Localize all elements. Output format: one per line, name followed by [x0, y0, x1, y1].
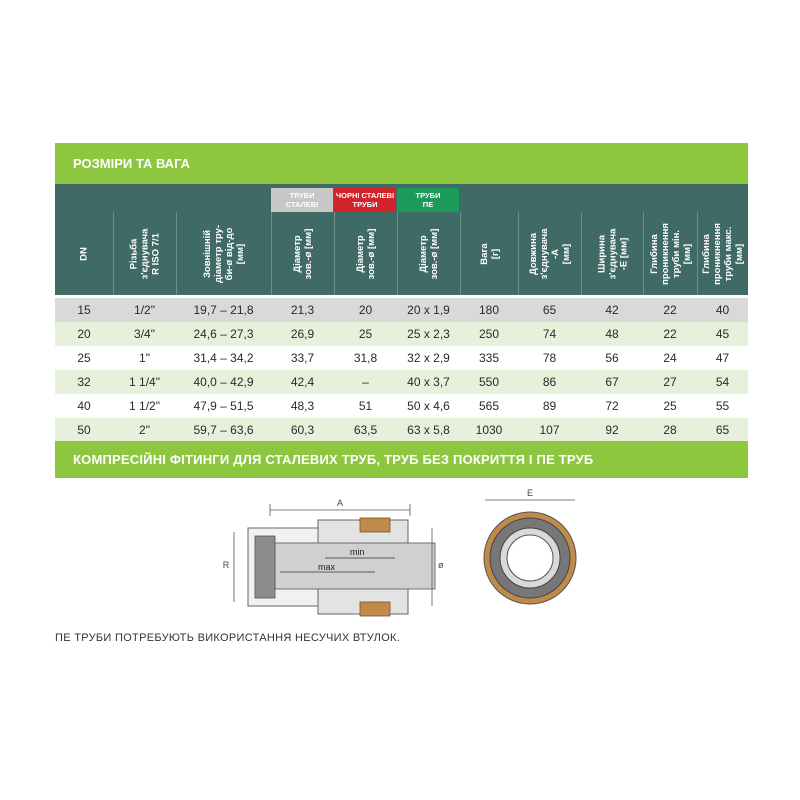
table-cell: 25 x 2,3: [407, 327, 450, 341]
table-cell: 60,3: [290, 423, 315, 437]
table-cell: 40: [715, 303, 730, 317]
table-row: [55, 394, 748, 418]
table-cell: 86: [542, 375, 557, 389]
table-cell: 26,9: [290, 327, 315, 341]
table-cell: 47,9 – 51,5: [193, 399, 254, 413]
table-cell: 1 1/2": [129, 399, 160, 413]
column-header: Ширина з'єднувача -Е [мм]: [581, 212, 643, 295]
fitting-thread-end: [255, 536, 275, 598]
table-cell: 335: [478, 351, 500, 365]
column-header: Глибина проникнення труби макс. [мм]: [697, 212, 748, 295]
table-cell: 107: [539, 423, 560, 437]
column-header: Діаметр зов.-ø [мм]: [397, 212, 460, 295]
section2-title: КОМПРЕСІЙНІ ФІТИНГИ ДЛЯ СТАЛЕВИХ ТРУБ, ТРУБ БЕЗ ПОКРИТТЯ І ПЕ ТРУБ: [55, 441, 748, 478]
dimension-max-label: max: [318, 562, 336, 572]
table-cell: 20 x 1,9: [407, 303, 450, 317]
table-cell: 28: [663, 423, 677, 437]
table-row: [55, 322, 748, 346]
table-row: [55, 298, 748, 322]
table-cell: 22: [663, 327, 677, 341]
dimension-phi-label: ø: [438, 560, 444, 570]
table-cell: 21,3: [290, 303, 315, 317]
table-cell: 89: [542, 399, 557, 413]
table-cell: 63,5: [353, 423, 378, 437]
black-steel-pipes-tag: ЧОРНІ СТАЛЕВІ ТРУБИ: [334, 188, 396, 212]
column-header: Діаметр зов.-ø [мм]: [271, 212, 334, 295]
table-cell: 1030: [475, 423, 503, 437]
table-cell: 31,8: [353, 351, 378, 365]
table-cell: 51: [358, 399, 373, 413]
table-cell: 3/4": [134, 327, 155, 341]
table-cell: 32 x 2,9: [407, 351, 450, 365]
table-cell: 55: [715, 399, 730, 413]
table-cell: 42,4: [290, 375, 315, 389]
table-cell: 20: [77, 327, 91, 341]
table-cell: 25: [663, 399, 677, 413]
footnote: ПЕ ТРУБИ ПОТРЕБУЮТЬ ВИКОРИСТАННЯ НЕСУЧИХ ВТУЛОК.: [55, 632, 401, 644]
table-cell: 59,7 – 63,6: [193, 423, 254, 437]
table-cell: 32: [77, 375, 91, 389]
front-view-bore: [507, 535, 553, 581]
table-cell: 19,7 – 21,8: [193, 303, 254, 317]
column-header: Різьба з'єднувача R ISO 7/1: [113, 212, 176, 295]
table-cell: 50: [77, 423, 91, 437]
table-row: [55, 418, 748, 442]
fitting-diagram: [200, 488, 600, 618]
table-cell: 72: [605, 399, 619, 413]
table-cell: 67: [605, 375, 619, 389]
column-header: Зовнішній діаметр тру- би-ø від-до [мм]: [176, 212, 271, 295]
column-header: Вага [г]: [460, 212, 518, 295]
table-cell: 42: [605, 303, 619, 317]
table-cell: 24: [663, 351, 677, 365]
table-cell: 20: [358, 303, 373, 317]
column-header: Глибина проникнення труби мін. [мм]: [643, 212, 697, 295]
table-cell: 56: [605, 351, 619, 365]
table-cell: 1": [139, 351, 150, 365]
table-cell: 565: [478, 399, 500, 413]
pe-pipes-tag: ТРУБИ ПЕ: [397, 188, 459, 212]
fitting-nut-bottom-thread: [360, 602, 390, 616]
table-cell: 63 x 5,8: [407, 423, 450, 437]
table-cell: 54: [715, 375, 730, 389]
table-cell: 25: [77, 351, 91, 365]
table-cell: 65: [542, 303, 557, 317]
table-cell: 2": [139, 423, 150, 437]
fitting-nut-top-thread: [360, 518, 390, 532]
table-cell: 33,7: [290, 351, 315, 365]
dimension-e-label: E: [526, 488, 534, 498]
column-header: DN: [78, 246, 90, 261]
column-header: Довжина з'єднувача -А [мм]: [518, 212, 581, 295]
table-cell: 74: [542, 327, 557, 341]
dimension-min-label: min: [350, 547, 365, 557]
table-cell: 50 x 4,6: [407, 399, 450, 413]
table-cell: 27: [663, 375, 677, 389]
table-cell: 180: [478, 303, 500, 317]
table-cell: 40,0 – 42,9: [193, 375, 254, 389]
table-cell: 550: [478, 375, 500, 389]
table-cell: –: [362, 375, 369, 389]
table-cell: 92: [605, 423, 619, 437]
table-cell: 48,3: [290, 399, 315, 413]
table-cell: 1 1/4": [129, 375, 160, 389]
table-cell: 40 x 3,7: [407, 375, 450, 389]
table-cell: 24,6 – 27,3: [193, 327, 254, 341]
table-cell: 250: [478, 327, 500, 341]
table-cell: 78: [542, 351, 557, 365]
table-cell: 25: [358, 327, 373, 341]
table-cell: 40: [77, 399, 91, 413]
table-cell: 47: [715, 351, 730, 365]
table-cell: 22: [663, 303, 677, 317]
table-row: [55, 346, 748, 370]
steel-pipes-tag: ТРУБИ СТАЛЕВІ: [271, 188, 333, 212]
table-cell: 65: [715, 423, 730, 437]
table-cell: 1/2": [134, 303, 155, 317]
table-row: [55, 370, 748, 394]
dimension-a-label: A: [336, 498, 344, 508]
section-title: РОЗМІРИ ТА ВАГА: [55, 143, 748, 184]
table-cell: 15: [77, 303, 91, 317]
column-header: Діаметр зов.-ø [мм]: [334, 212, 397, 295]
table-cell: 45: [715, 327, 730, 341]
dimension-r-label: R: [222, 560, 230, 570]
table-cell: 48: [605, 327, 619, 341]
table-cell: 31,4 – 34,2: [193, 351, 254, 365]
